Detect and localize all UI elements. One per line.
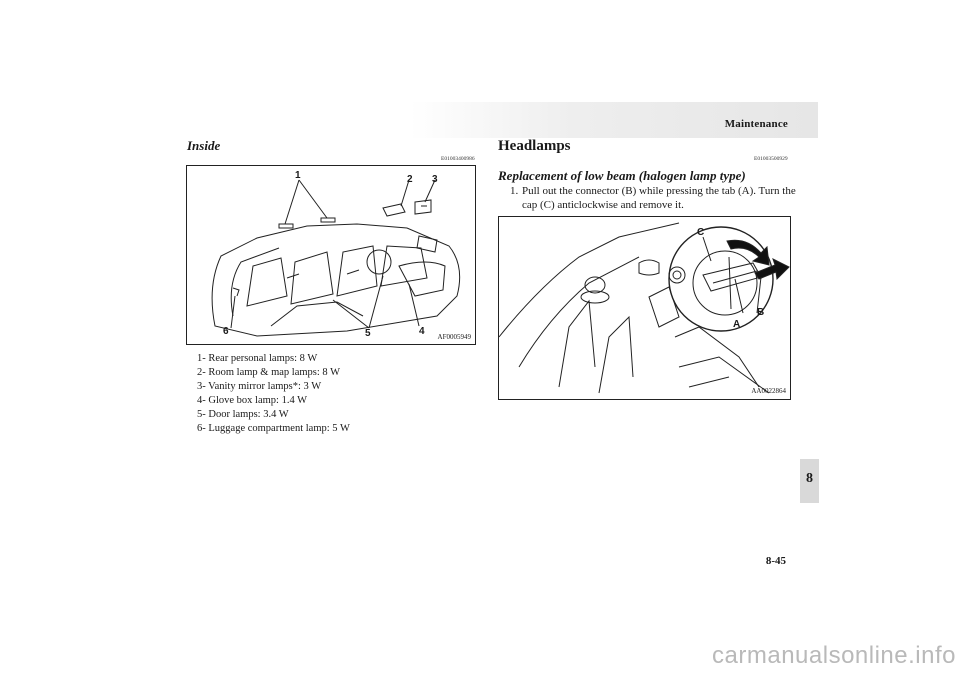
subheading-low-beam: Replacement of low beam (halogen lamp type): [498, 168, 746, 183]
headlamp-figure: [498, 216, 791, 400]
chapter-tab: [800, 459, 819, 503]
callout-6: 6: [223, 326, 229, 337]
callout-1: 1: [295, 170, 301, 181]
page-number: 8-45: [765, 555, 786, 567]
callout-2: 2: [407, 174, 413, 185]
list-item: 3- Vanity mirror lamps*: 3 W: [197, 381, 322, 392]
section-title-headlamps: Headlamps: [498, 138, 571, 154]
list-item: 2- Room lamp & map lamps: 8 W: [197, 367, 341, 378]
step-text: Pull out the connector (B) while pressing the tab (A). Turn the cap (C) anticlockwise and remove it.: [522, 185, 796, 211]
callout-a: A: [733, 319, 741, 330]
step-1: [510, 184, 800, 212]
callout-4: 4: [419, 326, 425, 337]
running-head: Maintenance: [724, 118, 788, 130]
callout-5: 5: [365, 328, 371, 339]
callout-c: C: [697, 227, 705, 238]
engine-bay-illustration: [499, 217, 790, 399]
list-item: 6- Luggage compartment lamp: 5 W: [197, 423, 350, 434]
bulb-list: [197, 352, 350, 436]
section-code-headlamps: E01003500929: [754, 156, 788, 162]
list-item: 1- Rear personal lamps: 8 W: [197, 353, 318, 364]
interior-lamps-figure: [186, 165, 476, 345]
callout-3: 3: [432, 174, 438, 185]
section-code-inside: E01003400986: [441, 156, 475, 162]
list-item: 5- Door lamps: 3.4 W: [197, 409, 289, 420]
figure-id-inside: AF0005949: [437, 333, 471, 341]
callout-b: B: [757, 307, 765, 318]
list-item: 4- Glove box lamp: 1.4 W: [197, 395, 308, 406]
chapter-number: 8: [806, 471, 813, 486]
section-title-inside: Inside: [187, 138, 221, 153]
car-interior-illustration: [187, 166, 475, 344]
figure-id-headlamps: AA0022864: [751, 387, 786, 395]
step-number: 1.: [510, 185, 519, 197]
watermark: carmanualsonline.info: [712, 642, 956, 669]
